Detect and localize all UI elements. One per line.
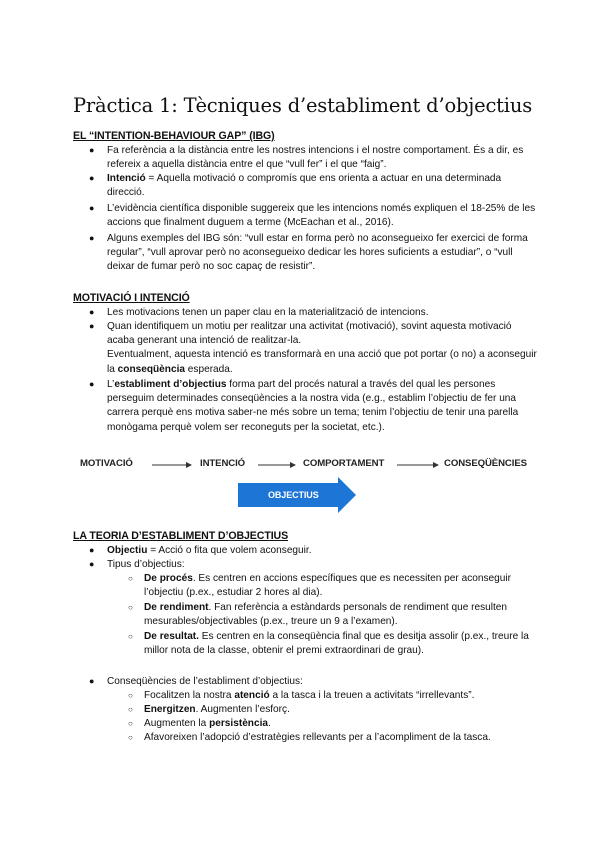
goal-setting-prefix: L’ <box>107 379 115 390</box>
ibg-definition-item: Fa referència a la distància entre les nostres intencions i el nostre comportament. És a dir, es refereix a aquella distància entre el que “vull fer” i el que “faig”. <box>107 145 524 171</box>
consequence-persistence-prefix: Augmenten la <box>144 718 210 729</box>
bullet-dot: ● <box>89 321 95 331</box>
goal-type-performance-text: . Fan referència a estàndards personals de rendiment que resulten mesurables/objectivables (p.ex., treure un 9 a l’examen). <box>144 602 508 628</box>
objectiu-term: Objectiu <box>107 545 148 556</box>
consequencia-term: conseqüència <box>117 363 185 375</box>
establiment-term: establiment d’objectius <box>114 379 227 390</box>
diagram-step-comportament: COMPORTAMENT <box>303 458 385 469</box>
motivations-item: Les motivacions tenen un paper clau en la materialització de intencions. <box>107 307 429 318</box>
goal-types-item: Tipus d’objectius: <box>107 559 185 570</box>
consequence-persistence-end: . <box>268 718 271 729</box>
motive-intention-item <box>107 320 537 377</box>
section-heading-motivacio: MOTIVACIÓ I INTENCIÓ <box>73 292 190 304</box>
eventual-text: Eventualment, aquesta intenció es transformarà en una acció que pot portar (o no) a aconseguir la <box>107 349 537 375</box>
bullet-dot: ● <box>89 676 95 686</box>
goal-type-outcome <box>144 630 534 658</box>
consequence-attention-text: a la tasca i la treuen a activitats “irrellevants”. <box>269 690 475 701</box>
bullet-dot: ● <box>89 559 95 569</box>
circle-bullet: ○ <box>128 719 133 728</box>
page-title: Pràctica 1: Tècniques d’establiment d’objectius <box>73 94 533 117</box>
consequence-attention-prefix: Focalitzen la nostra <box>144 690 235 701</box>
persistencia-term: persistència <box>209 718 269 729</box>
goal-type-outcome-term: De resultat. <box>144 631 199 642</box>
circle-bullet: ○ <box>128 733 133 742</box>
bullet-dot: ● <box>89 233 95 243</box>
goal-type-performance-term: De rendiment <box>144 602 209 613</box>
bullet-dot: ● <box>89 307 95 317</box>
energitzen-term: Energitzen <box>144 704 196 715</box>
bullet-dot: ● <box>89 545 95 555</box>
arrow-right-icon <box>152 460 192 470</box>
goal-setting-item <box>107 378 537 435</box>
consequence-attention <box>144 689 534 703</box>
diagram-step-motivacio: MOTIVACIÓ <box>80 458 133 469</box>
consequence-strategies: Afavoreixen l’adopció d’estratègies rellevants per a l’acompliment de la tasca. <box>144 732 491 743</box>
intencio-definition-text: = Aquella motivació o compromís que ens orienta a actuar en una determinada direcció. <box>107 173 502 199</box>
section-heading-ibg: EL “INTENTION-BEHAVIOUR GAP” (IBG) <box>73 130 275 142</box>
intencio-term: Intenció <box>107 173 146 184</box>
consequence-persistence <box>144 717 534 731</box>
goal-type-process-text: . Es centren en accions específiques que es necessiten per aconseguir l’objectiu (p.ex., estudiar 2 hores al dia). <box>144 573 511 599</box>
motive-intention-text: Quan identifiquem un motiu per realitzar una activitat (motivació), sovint aquesta motivació acaba generant una intenció de realitzar-la. <box>107 321 512 347</box>
consequences-item: Conseqüències de l’establiment d’objectius: <box>107 676 303 687</box>
goal-type-process <box>144 572 534 600</box>
process-diagram <box>80 455 540 515</box>
consequence-energize <box>144 703 534 717</box>
bullet-dot: ● <box>89 379 95 389</box>
circle-bullet: ○ <box>128 574 133 583</box>
circle-bullet: ○ <box>128 603 133 612</box>
goal-type-process-term: De procés <box>144 573 193 584</box>
diagram-step-intencio: INTENCIÓ <box>200 458 246 469</box>
goal-type-performance <box>144 601 534 629</box>
goal-setting-text: forma part del procés natural a través del qual les persones perseguim determinades conseqüències a la nostra vida (e.g., establim l’objectiu de fer una carrera perquè ens motiva saber-ne més sobre un tema; tenim l’objectiu de tenir una parella monògama perquè volem ser reconeguts per la societat, etc.). <box>107 379 519 433</box>
atencio-term: atenció <box>234 690 270 701</box>
bullet-dot: ● <box>89 203 95 213</box>
evidence-item: L’evidència científica disponible suggereix que les intencions només expliquen el 18-25% de les accions que finalment duguem a terme (McEachan et al., 2016). <box>107 203 536 229</box>
consequence-energize-text: . Augmenten l’esforç. <box>195 704 290 715</box>
intencio-definition-item <box>107 172 537 200</box>
circle-bullet: ○ <box>128 691 133 700</box>
objectiu-definition-item <box>107 544 537 558</box>
circle-bullet: ○ <box>128 705 133 714</box>
bullet-dot: ● <box>89 173 95 183</box>
eventual-text-end: esperada. <box>185 363 233 375</box>
diagram-objectius-label: OBJECTIUS <box>268 490 319 500</box>
objectiu-definition-text: = Acció o fita que volem aconseguir. <box>147 545 312 556</box>
diagram-step-consequencies: CONSEQÜÈNCIES <box>444 458 527 469</box>
bullet-dot: ● <box>89 145 95 155</box>
circle-bullet: ○ <box>128 632 133 641</box>
ibg-examples-item: Alguns exemples del IBG són: “vull estar en forma però no aconsegueixo fer exercici de forma regular”, “vull aprovar però no aconsegueixo dedicar les hores suficients a estudiar”, o “vull deixar de fumar però no soc capaç de resistir”. <box>107 233 528 273</box>
arrow-right-icon <box>258 460 296 470</box>
goal-type-outcome-text: Es centren en la conseqüència final que es desitja assolir (p.ex., treure la millor nota de la classe, obtenir el premi extraordinari de grau). <box>144 631 529 657</box>
arrow-right-icon <box>397 460 439 470</box>
section-heading-teoria: LA TEORIA D’ESTABLIMENT D’OBJECTIUS <box>73 530 289 542</box>
